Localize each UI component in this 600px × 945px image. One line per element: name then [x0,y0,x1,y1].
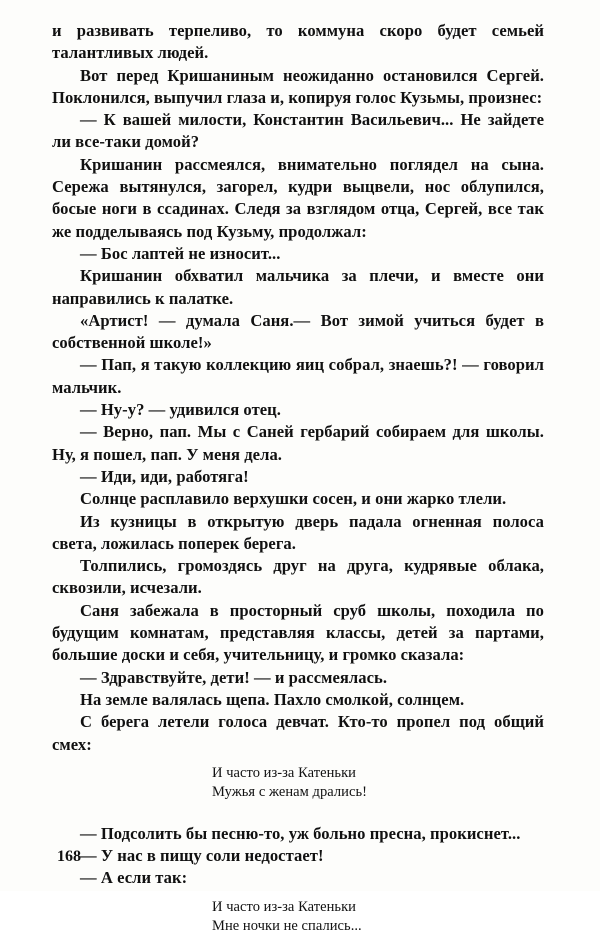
paragraph: Саня забежала в просторный сруб школы, походила по будущим комнатам, представляя классы, детей за партами, большие доски и себя, учительницу, и громко сказала: [52,600,544,665]
verse-line: Мужья с женам дрались! [212,784,367,801]
page-text [52,20,544,945]
song-verse [212,764,544,803]
verse-line: И часто из-за Катеньки [212,764,356,781]
verse-line: И часто из-за Катеньки [212,898,356,915]
paragraph: — У нас в пищу соли недостает! [80,846,324,866]
paragraph: — Пап, я такую коллекцию яиц собрал, знаешь?! — говорил мальчик. [52,355,544,397]
paragraph: и развивать терпеливо, то коммуна скоро будет семьей талантливых людей. [52,21,544,63]
paragraph: — Ну-у? — удивился отец. [80,400,281,420]
paragraph: Кришанин обхватил мальчика за плечи, и вместе они направились к палатке. [52,266,544,308]
paragraph: — Бос лаптей не износит... [80,243,281,263]
verse-line: Мне ночки не спались... [212,918,362,935]
paragraph: Солнце расплавило верхушки сосен, и они жарко тлели. [80,489,507,509]
paragraph: — К вашей милости, Константин Васильевич... Не зайдете ли все-таки домой? [52,110,544,152]
spacer [52,811,544,823]
paragraph: — Здравствуйте, дети! — и рассмеялась. [80,667,388,687]
paragraph: Толпились, громоздясь друг на друга, кудрявые облака, сквозили, исчезали. [52,556,544,598]
paragraph: — Верно, пап. Мы с Саней гербарий собираем для школы. Ну, я пошел, пап. У меня дела. [52,422,544,464]
page-number: 168 [57,848,81,865]
paragraph: Из кузницы в открытую дверь падала огненная полоса света, ложилась поперек берега. [52,511,544,553]
paragraph: Вот перед Кришаниным неожиданно остановился Сергей. Поклонился, выпучил глаза и, копируя голос Кузьмы, произнес: [52,65,544,107]
paragraph: «Артист! — думала Саня.— Вот зимой учиться будет в собственной школе!» [52,310,544,353]
song-verse [212,898,544,937]
paragraph: — А если так: [80,868,188,888]
paragraph: Кришанин рассмеялся, внимательно поглядел на сына. Сережа вытянулся, загорел, кудри выцвели, нос облупился, босые ноги в ссадинах. Следя за взглядом отца, Сергей, все так же подделываясь под Кузьму, продолжал: [52,154,544,241]
paragraph: На земле валялась щепа. Пахло смолкой, солнцем. [80,689,465,709]
paragraph: С берега летели голоса девчат. Кто-то пропел под общий смех: [52,712,544,754]
paragraph: — Подсолить бы песню-то, уж больно пресна, прокиснет... [80,823,521,843]
paragraph: — Иди, иди, работяга! [80,466,249,486]
